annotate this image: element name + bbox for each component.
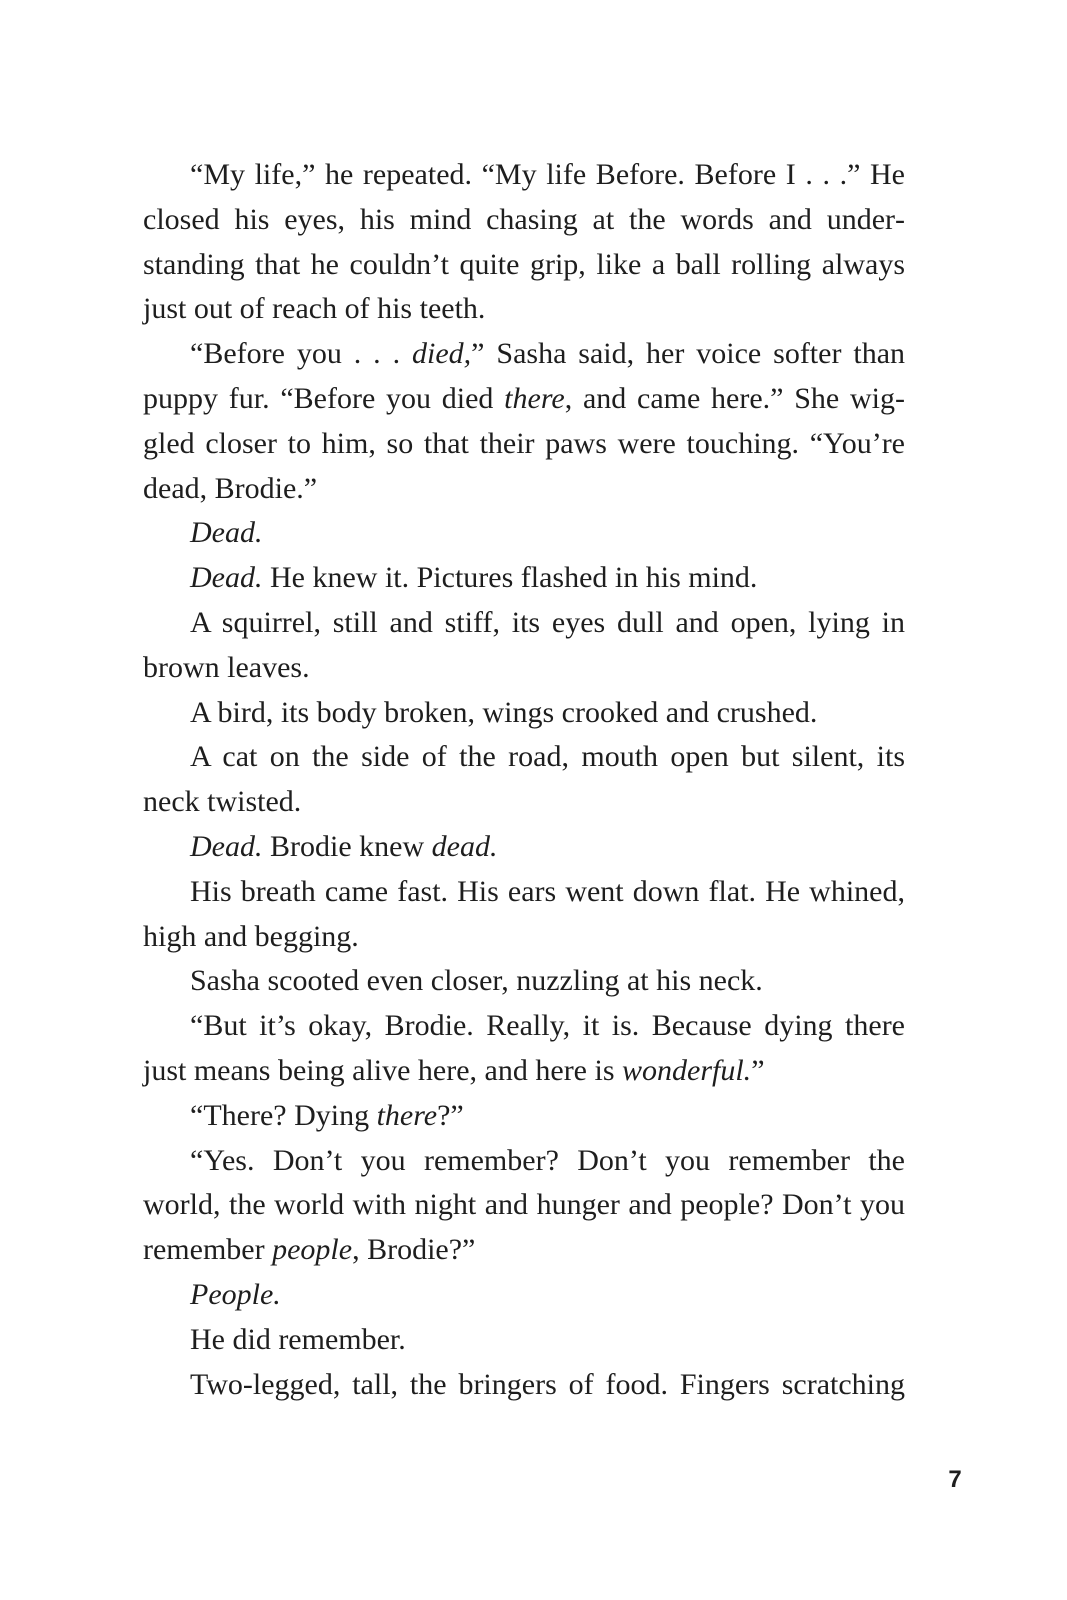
paragraph xyxy=(143,511,905,556)
italic-run: Dead. xyxy=(190,516,263,550)
text-run: He knew it. Pictures flashed in his mind. xyxy=(262,561,758,595)
text-run: ?” xyxy=(437,1098,464,1132)
body-text xyxy=(143,153,905,1407)
paragraph xyxy=(143,1318,905,1363)
paragraph xyxy=(143,601,905,691)
italic-run: Dead. xyxy=(190,561,263,595)
text-run: “But it’s okay, Brodie. Really, it is. Because dying there just means being alive here, and here is xyxy=(143,1009,905,1087)
paragraph xyxy=(143,870,905,960)
text-run: A cat on the side of the road, mouth open but silent, its neck twisted. xyxy=(143,740,905,819)
text-run: , Brodie?” xyxy=(352,1233,476,1267)
italic-run: Dead. xyxy=(190,829,263,863)
paragraph xyxy=(143,735,905,825)
text-run: He did remember. xyxy=(190,1322,406,1356)
italic-run: dead. xyxy=(431,829,498,863)
text-run: A bird, its body broken, wings crooked and crushed. xyxy=(190,695,818,729)
italic-run: wonderful. xyxy=(622,1053,752,1087)
paragraph xyxy=(143,691,905,736)
text-run: Sasha scooted even closer, nuzzling at his neck. xyxy=(190,964,763,998)
italic-run: died, xyxy=(412,337,472,371)
italic-run: there xyxy=(376,1098,438,1132)
text-run: Brodie knew xyxy=(262,829,432,863)
page-number: 7 xyxy=(948,1466,962,1493)
text-run: ” Sasha said, her voice softer than puppy fur. “Before you died xyxy=(143,337,906,415)
paragraph xyxy=(143,153,905,332)
text-run: ” xyxy=(751,1053,765,1087)
paragraph xyxy=(143,1363,905,1408)
paragraph xyxy=(143,332,905,511)
text-run: “There? Dying xyxy=(190,1098,377,1132)
italic-run: People. xyxy=(190,1277,281,1311)
paragraph xyxy=(143,1273,905,1318)
text-run: Two-legged, tall, the bringers of food. Fingers scratching xyxy=(190,1367,905,1401)
text-run: His breath came fast. His ears went down flat. He whined, high and begging. xyxy=(143,874,905,953)
paragraph xyxy=(143,959,905,1004)
text-run: A squirrel, still and stiff, its eyes dull and open, lying in brown leaves. xyxy=(143,605,905,684)
paragraph xyxy=(143,556,905,601)
paragraph xyxy=(143,825,905,870)
paragraph xyxy=(143,1004,905,1094)
italic-run: there xyxy=(504,381,565,415)
text-run: , and came here.” She wiggled closer to him, so that their paws were touching. “You’re dead, Brodie.” xyxy=(143,381,905,505)
text-run: “My life,” he repeated. “My life Before. Before I . . .” He closed his eyes, his mind chasing at the words and understanding that he couldn’t quite grip, like a ball rolling always just out of reach of his teeth. xyxy=(143,158,905,326)
paragraph xyxy=(143,1094,905,1139)
text-run: “Before you . . . xyxy=(190,337,413,371)
paragraph xyxy=(143,1139,905,1273)
italic-run: people xyxy=(272,1233,353,1267)
text-run: “Yes. Don’t you remember? Don’t you remember the world, the world with night and hunger and people? Don’t you remember xyxy=(143,1143,905,1267)
